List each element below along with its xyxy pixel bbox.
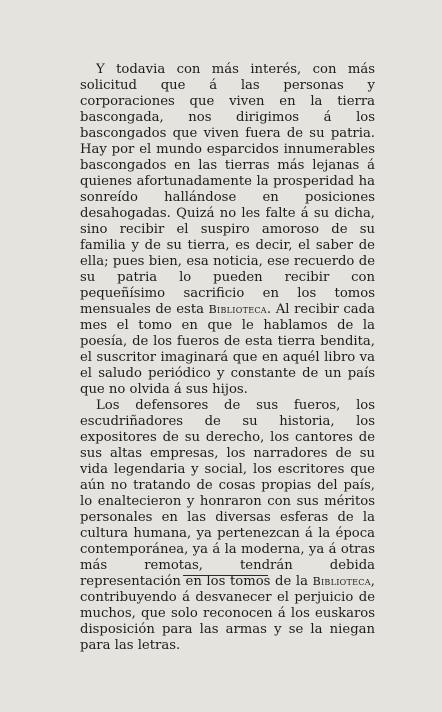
paragraph-1-smallcaps-word: Biblioteca	[208, 303, 267, 316]
paragraph-2-text-end: , contribuyendo á desvanecer el perjuicio de muchos, que solo reconocen á los euskaros disposición para las armas y se la niegan para las letras.	[80, 574, 375, 653]
paragraph-2	[80, 398, 375, 654]
paragraph-1-text-end: . Al recibir cada mes el tomo en que le hablamos de la poesía, de los fueros de esta tierra bendita, el suscritor imaginará que en aquél libro va el saludo periódico y constante de un país que no olvida á sus hijos.	[80, 302, 375, 397]
body-text	[80, 62, 375, 654]
section-divider-rule	[183, 575, 268, 576]
paragraph-2-text-start: Los defensores de sus fueros, los escudriñadores de su historia, los expositores de su derecho, los cantores de sus altas empresas, los narradores de su vida legendaria y social, los escritores que aún no tratando de cosas propias del país, lo enaltecieron y honraron con sus méritos personales en las diversas esferas de la cultura humana, ya pertenezcan á la época contemporánea, ya á la moderna, ya á otras más remotas, tendrán debida representación en los tomos de la	[80, 398, 375, 589]
paragraph-2-smallcaps-word: Biblioteca	[312, 575, 371, 588]
paragraph-1	[80, 62, 375, 398]
paragraph-1-text-start: Y todavia con más interés, con más solicitud que á las personas y corporaciones que viven en la tierra bascongada, nos dirigimos á los bascongados que viven fuera de su patria. Hay por el mundo esparcidos innumerables bascongados en las tierras más lejanas á quienes afortunadamente la prosperidad ha sonreído hallándose en posiciones desahogadas. Quizá no les falte á su dicha, sino recibir el suspiro amoroso de su familia y de su tierra, es decir, el saber de ella; pues bien, esa noticia, ese recuerdo de su patria lo pueden recibir con pequeñísimo sacrificio en los tomos mensuales de esta	[80, 62, 375, 317]
